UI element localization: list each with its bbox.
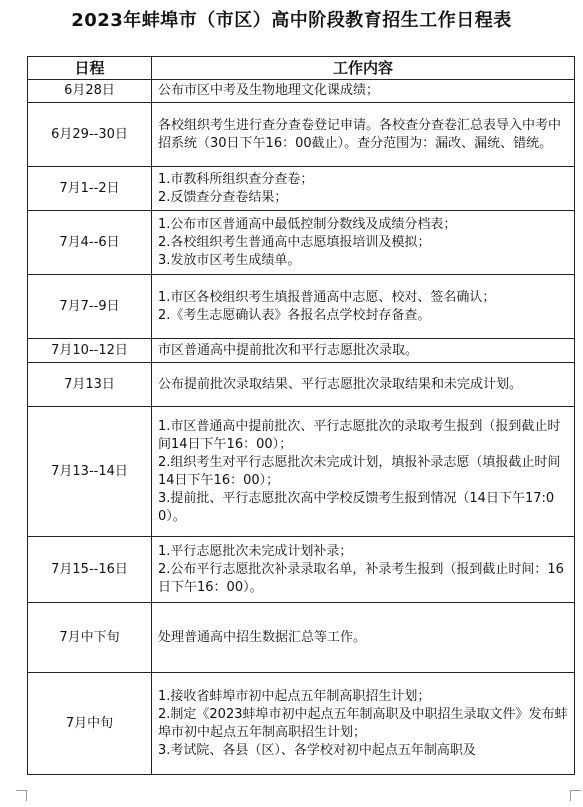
row-date: 7月中旬	[28, 673, 152, 775]
row-date: 7月中下旬	[28, 603, 152, 673]
content-line: 1.市区各校组织考生填报普通高中志愿、校对、签名确认；	[158, 289, 496, 305]
row-date: 7月13日	[28, 363, 152, 407]
content-line: 1.市区普通高中提前批次、平行志愿批次的录取考生报到（报到截止时间14日下午16：00）；	[158, 418, 561, 452]
content-line: 公布市区中考及生物地理文化课成绩；	[158, 83, 380, 98]
row-content	[152, 275, 575, 339]
row-content	[152, 673, 575, 775]
row-content	[152, 167, 575, 211]
content-line: 1.平行志愿批次未完成计划补录；	[158, 543, 353, 559]
content-line: 1.市教科所组织查分查卷；	[158, 171, 314, 187]
content-line: 2.反馈查分查卷结果；	[158, 189, 288, 205]
content-line: 3.发放市区考生成绩单。	[158, 252, 301, 268]
row-content	[152, 363, 575, 407]
content-line: 公布提前批次录取结果、平行志愿批次录取结果和未完成计划。	[158, 376, 523, 392]
row-content	[152, 103, 575, 167]
table-row	[28, 103, 575, 167]
content-line: 3.提前批、平行志愿批次高中学校反馈考生报到情况（14日下午17:00）。	[158, 490, 555, 524]
row-content	[152, 211, 575, 275]
table-row	[28, 673, 575, 775]
content-line: 3.考试院、各县（区）、各学校对初中起点五年制高职及	[158, 742, 476, 758]
row-date: 6月28日	[28, 80, 152, 103]
row-content	[152, 603, 575, 673]
row-date: 6月29--30日	[28, 103, 152, 167]
content-line: 2.公布平行志愿批次补录录取名单，补录考生报到（报到截止时间：16日下午16：00）。	[158, 561, 564, 595]
row-date: 7月4--6日	[28, 211, 152, 275]
table-row	[28, 80, 575, 103]
content-line: 2.各校组织考生普通高中志愿填报培训及模拟；	[158, 234, 431, 250]
row-content	[152, 339, 575, 363]
page-title: 2023年蚌埠市（市区）高中阶段教育招生工作日程表	[71, 10, 512, 31]
corner-crop-mark	[570, 790, 581, 801]
corner-crop-mark	[16, 790, 27, 801]
content-line: 1.接收省蚌埠市初中起点五年制高职招生计划；	[158, 688, 431, 704]
table-row	[28, 275, 575, 339]
content-line: 市区普通高中提前批次和平行志愿批次录取。	[158, 342, 419, 358]
table-row	[28, 603, 575, 673]
table-row	[28, 211, 575, 275]
header-date: 日程	[28, 57, 152, 80]
table-row	[28, 363, 575, 407]
row-date: 7月15--16日	[28, 537, 152, 603]
row-date: 7月7--9日	[28, 275, 152, 339]
row-content	[152, 80, 575, 103]
content-line: 处理普通高中招生数据汇总等工作。	[158, 629, 367, 645]
content-line: 2.《考生志愿确认表》各报名点学校封存备查。	[158, 307, 431, 323]
content-line: 2.组织考生对平行志愿批次未完成计划，填报补录志愿（填报截止时间14日下午16：00）；	[158, 454, 561, 488]
schedule-table	[27, 56, 575, 775]
row-date: 7月1--2日	[28, 167, 152, 211]
table-row	[28, 407, 575, 537]
table-header-row	[28, 57, 575, 80]
row-date: 7月10--12日	[28, 339, 152, 363]
content-line: 1.公布市区普通高中最低控制分数线及成绩分档表；	[158, 216, 457, 232]
table-row	[28, 339, 575, 363]
row-date: 7月13--14日	[28, 407, 152, 537]
row-content	[152, 407, 575, 537]
table-row	[28, 537, 575, 603]
row-content	[152, 537, 575, 603]
header-content: 工作内容	[152, 57, 575, 80]
table-row	[28, 167, 575, 211]
content-line: 2.制定《2023蚌埠市初中起点五年制高职及中职招生录取文件》发布蚌埠市初中起点五年制高职招生计划；	[158, 706, 568, 740]
content-line: 各校组织考生进行查分查卷登记申请。各校查分查卷汇总表导入中考中招系统（30日下午16：00截止）。查分范围为：漏改、漏统、错统。	[158, 117, 562, 151]
